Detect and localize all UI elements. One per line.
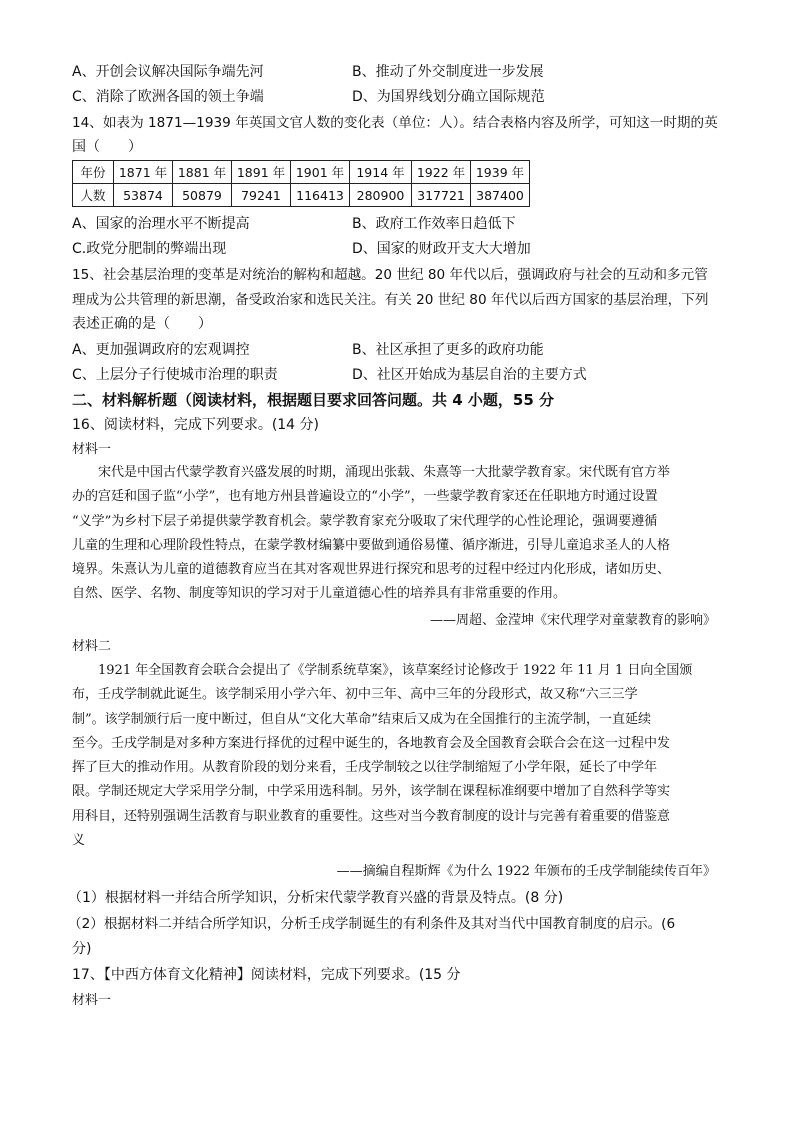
q14-option-b: B、政府工作效率日趋低下 — [352, 216, 516, 232]
q16-material1-source: ——周超、金滢坤《宋代理学对童蒙教育的影响》 — [429, 613, 716, 628]
q14-stem: 14、如表为 1871—1939 年英国文官人数的变化表（单位：人）。结合表格内容及所学，可知这一时期的英 — [72, 115, 718, 131]
table-header-cell: 1881 年 — [173, 161, 232, 184]
q14-option-d: D、国家的财政开支大大增加 — [352, 241, 531, 257]
civil-servant-table — [72, 160, 530, 207]
q13-option-d: D、为国界线划分确立国际规范 — [352, 89, 545, 105]
table-header-cell: 年份 — [73, 161, 114, 184]
table-cell: 50879 — [173, 184, 232, 207]
q13-option-c: C、消除了欧洲各国的领土争端 — [72, 89, 264, 105]
q16-material1 — [72, 461, 670, 607]
q16-stem: 16、阅读材料，完成下列要求。(14 分) — [72, 417, 320, 433]
paragraph-line: 自然、医学、名物、制度等知识的学习对于儿童道德心性的培养具有非常重要的作用。 — [72, 586, 567, 602]
table-header-cell: 1891 年 — [232, 161, 291, 184]
paragraph-line: 宋代是中国古代蒙学教育兴盛发展的时期，涌现出张载、朱熹等一大批蒙学教育家。宋代既有官方举 — [98, 465, 671, 480]
q14-option-c: C.政党分肥制的弊端出现 — [72, 241, 227, 257]
table-cell: 53874 — [114, 184, 173, 207]
q17-stem: 17、【中西方体育文化精神】阅读材料，完成下列要求。(15 分 — [72, 967, 461, 983]
paragraph-line: 儿童的生理和心理阶段性特点，在蒙学教材编纂中要做到通俗易懂、循序渐进，引导儿童追求圣人的人格 — [72, 537, 671, 553]
q15-option-a: A、更加强调政府的宏观调控 — [72, 342, 250, 358]
paragraph-line: 至今。壬戌学制是对多种方案进行择优的过程中诞生的，各地教育会及全国教育会联合会在这一过程中发 — [72, 735, 671, 751]
q15-stem-cont: 理成为公共管理的新思潮，备受政治家和选民关注。有关 20 世纪 80 年代以后西方国家的基层治理，下列 — [72, 292, 709, 308]
table-cell: 人数 — [73, 184, 114, 207]
table-header-cell: 1922 年 — [412, 161, 471, 184]
table-header-cell: 1939 年 — [471, 161, 530, 184]
paragraph-line: 限。学制还规定大学采用学分制，中学采用选科制。另外，该学制在课程标准纲要中增加了自然科学等实 — [72, 784, 671, 800]
q13-option-a: A、开创会议解决国际争端先河 — [72, 64, 264, 80]
paragraph-line: “义学”为乡村下层子弟提供蒙学教育机会。蒙学教育家充分吸取了宋代理学的心性论理论，强调要遵循 — [72, 513, 658, 529]
paragraph-line: 制”。该学制颁行后一度中断过，但自从“文化大革命”结束后又成为在全国推行的主流学制，一直延续 — [72, 711, 651, 727]
paragraph-line: 布，壬戌学制就此诞生。该学制采用小学六年、初中三年、高中三年的分段形式，故又称“六三三学 — [72, 687, 638, 703]
paragraph-line: 挥了巨大的推动作用。从教育阶段的划分来看，壬戌学制较之以往学制缩短了小学年限，延长了中学年 — [72, 760, 658, 776]
q16-material2 — [72, 659, 692, 853]
q15-option-d: D、社区开始成为基层自治的主要方式 — [352, 367, 587, 383]
q15-option-b: B、社区承担了更多的政府功能 — [352, 342, 544, 358]
q16-material2-source: ——摘编自程斯辉《为什么 1922 年颁布的壬戌学制能续传百年》 — [336, 864, 716, 879]
q16-sub-question-2-cont: 分) — [72, 941, 92, 957]
paragraph-line: 义 — [72, 833, 86, 849]
section-title: 二、材料解析题（阅读材料，根据题目要求回答问题。共 4 小题，55 分 — [72, 391, 554, 409]
q15-option-c: C、上层分子行使城市治理的职责 — [72, 367, 278, 383]
table-row — [73, 184, 530, 207]
q14-option-a: A、国家的治理水平不断提高 — [72, 216, 250, 232]
q15-stem: 15、社会基层治理的变革是对统治的解构和超越。20 世纪 80 年代以后，强调政府与社会的互动和多元管 — [72, 267, 708, 283]
table-cell: 116413 — [291, 184, 350, 207]
q16-sub-question-2: （2）根据材料二并结合所学知识，分析壬戌学制诞生的有利条件及其对当代中国教育制度的启示。(6 — [68, 916, 676, 932]
q15-stem-end: 表述正确的是（ ） — [72, 316, 212, 332]
paragraph-line: 1921 年全国教育会联合会提出了《学制系统草案》，该草案经讨论修改于 1922 年 11 月 1 日向全国颁 — [98, 663, 693, 678]
table-cell: 317721 — [412, 184, 471, 207]
table-header-cell: 1901 年 — [291, 161, 350, 184]
table-header-cell: 1871 年 — [114, 161, 173, 184]
table-cell: 280900 — [350, 184, 412, 207]
q14-stem-cont: 国（ ） — [72, 139, 142, 155]
q16-material2-label: 材料二 — [72, 639, 112, 654]
q13-option-b: B、推动了外交制度进一步发展 — [352, 64, 544, 80]
table-header-cell: 1914 年 — [350, 161, 412, 184]
q17-material1-label: 材料一 — [72, 993, 112, 1008]
table-row — [73, 161, 530, 184]
paragraph-line: 境界。朱熹认为儿童的道德教育应当在其对客观世界进行探究和思考的过程中经过内化形成，诸如历史、 — [72, 562, 671, 578]
q16-sub-question-1: （1）根据材料一并结合所学知识，分析宋代蒙学教育兴盛的背景及特点。(8 分) — [68, 890, 564, 906]
table-cell: 387400 — [471, 184, 530, 207]
paragraph-line: 用科目，还特别强调生活教育与职业教育的重要性。这些对当今教育制度的设计与完善有着重要的借鉴意 — [72, 808, 671, 824]
table-cell: 79241 — [232, 184, 291, 207]
q16-material1-label: 材料一 — [72, 442, 112, 457]
paragraph-line: 办的宫廷和国子监“小学”，也有地方州县普遍设立的“小学”，一些蒙学教育家还在任职地方时通过设置 — [72, 489, 658, 505]
